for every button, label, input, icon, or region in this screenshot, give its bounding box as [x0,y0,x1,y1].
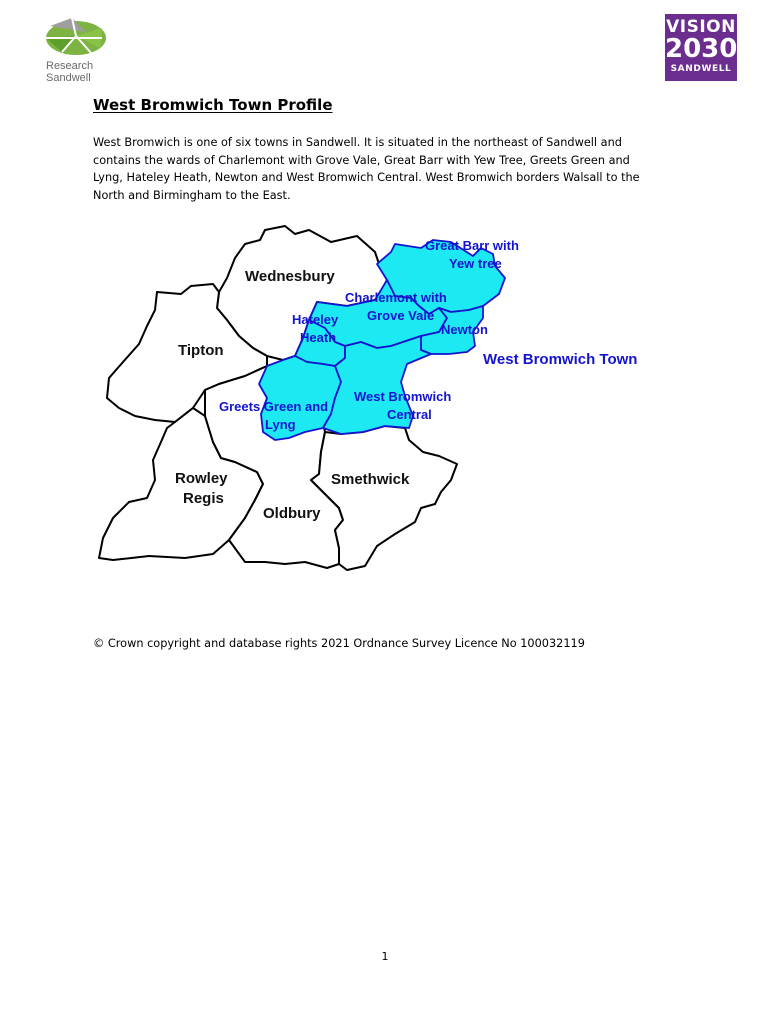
intro-line: Lyng, Hateley Heath, Newton and West Bromwich Central. West Bromwich borders Walsall to the [93,171,640,184]
sandwell-town-map [95,218,675,608]
copyright-notice: © Crown copyright and database rights 2021 Ordnance Survey Licence No 100032119 [93,637,585,650]
logo-text-vision: VISION [666,17,736,37]
map-label-tipton: Tipton [178,342,224,359]
map-label-charlemont: Charlemont with [345,290,447,305]
intro-line: West Bromwich is one of six towns in Sandwell. It is situated in the northeast of Sandwell and [93,136,622,149]
page-title: West Bromwich Town Profile [93,96,333,114]
map-label-west-bromwich-central: West Bromwich [354,389,452,404]
map-label-rowley-regis: Regis [183,490,224,507]
map-label-hateley-heath: Hateley [292,312,339,327]
map-label-great-barr: Great Barr with [425,238,519,253]
map-label-hateley-heath: Heath [300,330,337,345]
map-label-smethwick: Smethwick [331,471,410,488]
map-label-west-bromwich-central: Central [387,407,432,422]
research-sandwell-logo [40,14,110,84]
map-label-newton: Newton [441,322,488,337]
map-label-greets-green: Lyng [265,417,296,432]
page-number: 1 [381,950,389,963]
logo-text-line: Sandwell [46,72,91,84]
map-label-rowley-regis: Rowley [175,470,228,487]
research-sandwell-wordmark [46,60,93,84]
map-label-wednesbury: Wednesbury [245,268,335,285]
map-label-oldbury: Oldbury [263,505,321,522]
map-label-charlemont: Grove Vale [367,308,435,323]
map-label-great-barr: Yew tree [449,256,502,271]
map-label-greets-green: Greets Green and [219,399,329,414]
intro-line: contains the wards of Charlemont with Grove Vale, Great Barr with Yew Tree, Greets Green and [93,153,630,167]
map-label-west-bromwich-town: West Bromwich Town [483,351,638,368]
logo-text-sandwell: SANDWELL [670,64,732,74]
logo-text-year: 2030 [665,34,738,64]
vision-2030-logo [665,14,737,81]
intro-paragraph [93,134,673,204]
research-sandwell-leaf-icon [42,14,106,58]
logo-text-line: Research [46,60,94,72]
intro-line: North and Birmingham to the East. [93,188,291,202]
